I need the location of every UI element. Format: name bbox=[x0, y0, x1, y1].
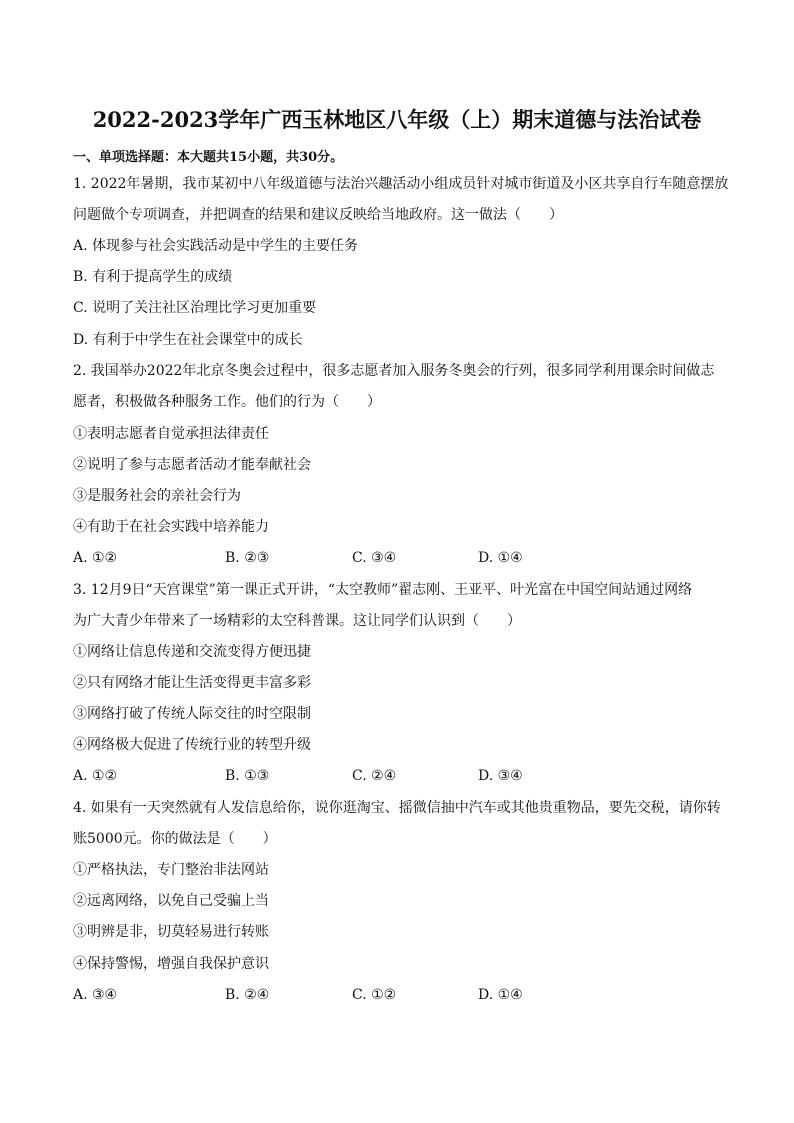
q2-option-a: A. ①② bbox=[73, 550, 118, 566]
q3-option-b: B. ①③ bbox=[225, 768, 270, 784]
q3-stem-line2: 为广大青少年带来了一场精彩的太空科普课。这让同学们认识到（ ） bbox=[73, 613, 521, 629]
q3-statement-1: ①网络让信息传递和交流变得方便迅捷 bbox=[73, 644, 311, 660]
q2-option-d: D. ①④ bbox=[478, 550, 523, 566]
q4-statement-4: ④保持警惕，增强自我保护意识 bbox=[73, 956, 269, 972]
q4-option-a: A. ③④ bbox=[73, 987, 118, 1003]
q2-option-c: C. ③④ bbox=[352, 550, 397, 566]
q1-stem-line2: 问题做个专项调查，并把调查的结果和建议反映给当地政府。这一做法（ ） bbox=[73, 207, 563, 223]
q3-option-c: C. ②④ bbox=[352, 768, 397, 784]
q4-option-b: B. ②④ bbox=[225, 987, 270, 1003]
q4-option-c: C. ①② bbox=[352, 987, 397, 1003]
q3-statement-3: ③网络打破了传统人际交往的时空限制 bbox=[73, 706, 311, 722]
section-heading: 一、单项选择题：本大题共15小题，共30分。 bbox=[73, 150, 344, 165]
q1-option-b: B. 有利于提高学生的成绩 bbox=[73, 269, 233, 285]
q2-statement-1: ①表明志愿者自觉承担法律责任 bbox=[73, 426, 269, 442]
q1-option-a: A. 体现参与社会实践活动是中学生的主要任务 bbox=[73, 238, 359, 254]
q2-stem-line1: 2. 我国举办2022年北京冬奥会过程中，很多志愿者加入服务冬奥会的行列，很多同学利用课余时间做志 bbox=[73, 363, 715, 379]
q4-statement-2: ②远离网络，以免自己受骗上当 bbox=[73, 893, 269, 909]
q2-statement-3: ③是服务社会的亲社会行为 bbox=[73, 488, 241, 504]
q4-option-d: D. ①④ bbox=[478, 987, 523, 1003]
q3-statement-2: ②只有网络才能让生活变得更丰富多彩 bbox=[73, 675, 311, 691]
q2-option-b: B. ②③ bbox=[225, 550, 270, 566]
q2-statement-4: ④有助于在社会实践中培养能力 bbox=[73, 519, 269, 535]
exam-title: 2022-2023学年广西玉林地区八年级（上）期末道德与法治试卷 bbox=[92, 107, 702, 132]
q4-statement-1: ①严格执法，专门整治非法网站 bbox=[73, 862, 269, 878]
q1-stem-line1: 1. 2022年暑期，我市某初中八年级道德与法治兴趣活动小组成员针对城市街道及小区共享自行车随意摆放 bbox=[73, 176, 729, 192]
q3-option-d: D. ③④ bbox=[478, 768, 523, 784]
q2-statement-2: ②说明了参与志愿者活动才能奉献社会 bbox=[73, 457, 311, 473]
q3-option-a: A. ①② bbox=[73, 768, 118, 784]
q4-stem-line1: 4. 如果有一天突然就有人发信息给你，说你逛淘宝、摇微信抽中汽车或其他贵重物品，要先交税，请你转 bbox=[73, 800, 721, 816]
q3-statement-4: ④网络极大促进了传统行业的转型升级 bbox=[73, 737, 311, 753]
q1-option-c: C. 说明了关注社区治理比学习更加重要 bbox=[73, 300, 317, 316]
q2-stem-line2: 愿者，积极做各种服务工作。他们的行为（ ） bbox=[73, 394, 381, 410]
q3-stem-line1: 3. 12月9日“天宫课堂”第一课正式开讲，“太空教师”翟志刚、王亚平、叶光富在中国空间站通过网络 bbox=[73, 582, 693, 598]
q1-option-d: D. 有利于中学生在社会课堂中的成长 bbox=[73, 332, 303, 348]
q4-stem-line2: 账5000元。你的做法是（ ） bbox=[73, 831, 277, 847]
q4-statement-3: ③明辨是非，切莫轻易进行转账 bbox=[73, 924, 269, 940]
